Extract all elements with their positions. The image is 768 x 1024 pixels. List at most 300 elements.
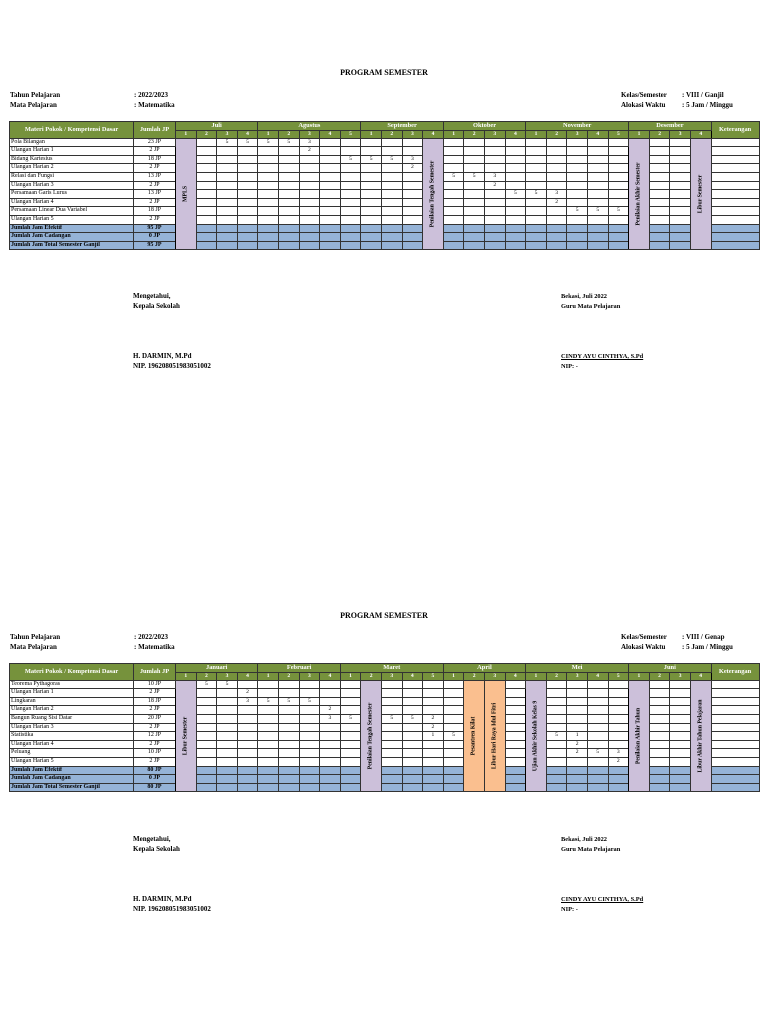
materi-cell: Ulangan Harian 3 [10,181,134,190]
jp-cell: 2 JP [134,198,176,207]
month-header: Juni [629,664,711,673]
week-cell [464,147,485,156]
materi-cell: Persamaan Garis Lurus [10,190,134,199]
week-cell: 5 [382,155,403,164]
week-cell [196,766,217,775]
week-header: 5 [423,672,444,680]
week-cell [278,164,299,173]
materi-cell: Ulangan Harian 2 [10,706,134,715]
week-cell [402,783,423,792]
week-cell [402,740,423,749]
jp-cell: 18 JP [134,155,176,164]
week-cell: 5 [258,697,279,706]
week-cell [299,775,320,784]
week-cell [649,233,670,242]
week-cell [608,723,629,732]
week-cell [649,155,670,164]
week-cell [361,224,382,233]
week-cell: 2 [402,164,423,173]
week-cell [217,147,238,156]
week-cell [649,714,670,723]
week-cell [217,155,238,164]
week-cell [299,224,320,233]
week-cell [649,190,670,199]
week-cell [299,155,320,164]
week-cell [649,198,670,207]
week-cell [237,680,258,689]
week-cell [567,706,588,715]
week-cell [278,241,299,250]
month-header: Desember [629,122,711,131]
week-cell [217,233,238,242]
week-cell [196,207,217,216]
week-cell [505,714,526,723]
materi-cell: Pola Bilangan [10,138,134,147]
week-cell [237,181,258,190]
week-cell [649,783,670,792]
week-cell [278,147,299,156]
week-cell [649,138,670,147]
week-cell [278,723,299,732]
week-cell [608,172,629,181]
week-header: 2 [649,672,670,680]
week-cell: 5 [361,155,382,164]
week-cell [196,190,217,199]
week-cell [258,181,279,190]
week-cell [258,749,279,758]
signature-right [561,292,620,311]
month-header: Februari [258,664,340,673]
materi-cell: Persamaan Linear Dua Variabel [10,207,134,216]
week-header: 1 [443,130,464,138]
week-cell [320,749,341,758]
week-cell [464,215,485,224]
meta-right [621,91,733,110]
week-cell [526,241,547,250]
week-cell [299,766,320,775]
month-header: April [443,664,525,673]
mapel-value: : Matematika [134,100,175,109]
keterangan-cell [711,732,759,741]
week-cell [340,138,361,147]
week-cell [278,714,299,723]
week-cell [608,766,629,775]
week-cell [546,757,567,766]
week-cell [381,680,402,689]
header-materi: Materi Pokok / Kompetensi Dasar [10,122,134,139]
week-cell [320,689,341,698]
meta-left [10,633,175,652]
week-cell [196,689,217,698]
alokasi-label: Alokasi Waktu [621,642,666,651]
summary-label: Jumlah Jam Total Semester Ganjil [10,783,134,792]
week-cell [299,190,320,199]
event-label: Pesantren Kilat [470,716,477,756]
table-row [10,138,760,147]
kepala-text: Kepala Sekolah [133,844,180,853]
week-cell [505,215,526,224]
week-cell [217,181,238,190]
week-cell [505,172,526,181]
week-cell [196,155,217,164]
week-cell [546,147,567,156]
week-cell [587,181,608,190]
week-cell [237,740,258,749]
week-cell [567,233,588,242]
week-cell: 2 [567,740,588,749]
keterangan-cell [711,155,759,164]
week-cell [340,233,361,242]
week-cell [649,241,670,250]
week-header: 1 [629,672,650,680]
week-cell [340,775,361,784]
week-cell [546,783,567,792]
week-cell [217,775,238,784]
week-cell [526,155,547,164]
week-cell: 5 [340,714,361,723]
week-header: 1 [258,672,279,680]
week-cell [217,783,238,792]
week-cell [567,172,588,181]
week-cell [217,190,238,199]
week-cell [505,740,526,749]
summary-label: Jumlah Jam Cadangan [10,233,134,242]
week-cell [258,207,279,216]
week-cell [423,775,444,784]
week-cell [670,138,691,147]
week-cell [608,680,629,689]
summary-jp: 80 JP [134,783,176,792]
week-cell [526,207,547,216]
week-cell [608,181,629,190]
week-cell [443,198,464,207]
week-cell [505,680,526,689]
week-cell [258,215,279,224]
week-cell [587,190,608,199]
summary-label: Jumlah Jam Efektif [10,224,134,233]
week-cell [670,757,691,766]
week-cell [649,680,670,689]
materi-cell: Ulangan Harian 5 [10,757,134,766]
week-cell [320,181,341,190]
week-cell [320,241,341,250]
event-label: Penilaian Tengah Semester [429,160,436,228]
month-header: Agustus [258,122,361,131]
event-band [526,680,547,792]
week-cell [340,207,361,216]
week-cell [381,689,402,698]
week-cell [608,190,629,199]
week-cell [382,198,403,207]
week-cell [670,775,691,784]
week-cell [649,224,670,233]
week-cell: 2 [567,749,588,758]
month-header: Oktober [443,122,525,131]
tahun-label: Tahun Pelajaran [10,91,61,99]
week-cell [402,732,423,741]
guru-text: Guru Mata Pelajaran [561,845,621,853]
week-cell [443,775,464,784]
kepala-nip: NIP. 196208051983051002 [133,904,211,913]
week-cell [587,775,608,784]
week-cell: 3 [237,697,258,706]
week-cell [361,207,382,216]
week-cell: 5 [526,190,547,199]
week-cell [402,207,423,216]
week-cell [443,215,464,224]
week-cell [464,155,485,164]
week-cell [526,172,547,181]
week-cell [299,740,320,749]
week-cell [505,732,526,741]
week-cell [217,757,238,766]
week-cell [258,706,279,715]
week-cell: 5 [217,680,238,689]
keterangan-cell [711,723,759,732]
jp-cell: 2 JP [134,757,176,766]
keterangan-cell [711,680,759,689]
week-cell [320,680,341,689]
week-cell [587,697,608,706]
week-cell [278,740,299,749]
event-band [690,138,711,250]
week-cell [320,172,341,181]
week-header: 3 [381,672,402,680]
signature-right [561,835,620,854]
week-cell [258,224,279,233]
week-cell [505,766,526,775]
week-cell [299,689,320,698]
week-cell [670,689,691,698]
week-cell [505,757,526,766]
event-label: Libur Akhir Tahun Pelajaran [697,699,703,773]
week-cell [505,706,526,715]
week-cell [485,164,506,173]
week-cell: 3 [485,172,506,181]
jp-cell: 2 JP [134,740,176,749]
event-band [464,680,485,792]
keterangan-cell [711,172,759,181]
week-cell [340,680,361,689]
week-cell [587,766,608,775]
keterangan-cell [711,740,759,749]
week-cell [258,689,279,698]
week-cell [237,723,258,732]
materi-cell: Ulangan Harian 3 [10,723,134,732]
week-cell [361,172,382,181]
week-cell [340,732,361,741]
week-cell [546,241,567,250]
week-cell [423,740,444,749]
week-cell: 5 [608,207,629,216]
week-cell [670,164,691,173]
week-cell [237,233,258,242]
signature-left [133,835,180,854]
table-row [10,680,760,689]
week-cell [670,697,691,706]
week-cell [278,233,299,242]
week-cell [649,723,670,732]
week-cell [258,723,279,732]
week-cell [299,714,320,723]
week-header: 1 [340,672,361,680]
week-cell [443,706,464,715]
week-cell [608,164,629,173]
week-cell [217,207,238,216]
week-cell [258,241,279,250]
event-band [176,680,197,792]
week-cell [381,723,402,732]
week-header: 2 [546,130,567,138]
week-cell [587,732,608,741]
week-cell [402,138,423,147]
week-cell: 5 [217,138,238,147]
week-cell [258,155,279,164]
jp-cell: 2 JP [134,181,176,190]
week-cell [196,147,217,156]
week-cell [382,215,403,224]
header-jumlah-jp: Jumlah JP [134,664,176,681]
week-cell [587,198,608,207]
week-header: 4 [505,130,526,138]
week-cell [567,155,588,164]
summary-jp: 95 JP [134,241,176,250]
week-cell [320,732,341,741]
week-cell [608,775,629,784]
week-cell [587,241,608,250]
week-cell [237,757,258,766]
week-cell [423,706,444,715]
week-cell [217,714,238,723]
week-cell: 5 [237,138,258,147]
week-header: 2 [196,672,217,680]
week-cell [649,207,670,216]
mengetahui-text: Mengetahui, [133,835,171,843]
week-cell [587,233,608,242]
keterangan-cell [711,714,759,723]
week-cell [567,689,588,698]
week-cell [382,164,403,173]
week-cell [546,689,567,698]
week-cell [340,757,361,766]
event-label: Ujian Akhir Sekolah Kelas 9 [532,700,539,772]
week-cell [443,766,464,775]
summary-label: Jumlah Jam Cadangan [10,775,134,784]
event-band [629,680,650,792]
week-cell [278,207,299,216]
week-cell [237,749,258,758]
week-cell [546,740,567,749]
materi-cell: Ulangan Harian 4 [10,740,134,749]
week-header: 3 [484,672,505,680]
materi-cell: Ulangan Harian 1 [10,147,134,156]
keterangan-cell [711,749,759,758]
week-cell [381,783,402,792]
week-cell [382,181,403,190]
week-cell [526,147,547,156]
week-cell [505,697,526,706]
week-cell: 5 [546,732,567,741]
week-cell [217,749,238,758]
week-cell [670,215,691,224]
week-cell [196,198,217,207]
week-header: 1 [176,672,197,680]
week-header: 5 [608,130,629,138]
week-header: 2 [278,672,299,680]
week-cell: 2 [608,757,629,766]
jp-cell: 12 JP [134,732,176,741]
week-cell [587,164,608,173]
week-cell [278,215,299,224]
week-cell [546,233,567,242]
week-cell [299,723,320,732]
week-cell [299,241,320,250]
week-cell [196,706,217,715]
week-cell [567,224,588,233]
week-cell [402,723,423,732]
week-cell [546,714,567,723]
week-header: 4 [237,672,258,680]
week-cell [402,697,423,706]
week-cell [299,706,320,715]
mapel-label: Mata Pelajaran [10,100,57,109]
week-cell [505,723,526,732]
week-cell [258,783,279,792]
week-cell [567,680,588,689]
month-header: September [361,122,443,131]
week-cell [402,190,423,199]
week-cell [485,215,506,224]
jp-cell: 13 JP [134,190,176,199]
week-cell: 2 [320,706,341,715]
week-cell [237,775,258,784]
week-header: 1 [258,130,279,138]
week-cell [381,766,402,775]
week-cell [320,233,341,242]
jp-cell: 13 JP [134,172,176,181]
week-cell [340,723,361,732]
week-cell [505,224,526,233]
keterangan-cell [711,689,759,698]
week-cell [340,697,361,706]
week-cell [443,164,464,173]
week-cell [608,783,629,792]
week-cell [443,138,464,147]
week-cell [546,706,567,715]
week-cell [670,740,691,749]
keterangan-cell [711,147,759,156]
week-cell [340,181,361,190]
week-cell [320,224,341,233]
event-label: Penilaian Tengah Semester [367,702,374,770]
materi-cell: Relasi dan Fungsi [10,172,134,181]
kelas-label: Kelas/Semester [621,633,667,641]
week-cell [464,138,485,147]
week-cell [505,749,526,758]
week-cell [670,224,691,233]
week-cell [505,198,526,207]
week-cell [670,181,691,190]
week-cell [278,172,299,181]
week-header: 2 [278,130,299,138]
week-cell [381,697,402,706]
week-cell [526,198,547,207]
week-cell [237,164,258,173]
week-cell [567,775,588,784]
schedule-table [9,121,760,250]
week-cell: 2 [546,198,567,207]
week-cell [320,164,341,173]
